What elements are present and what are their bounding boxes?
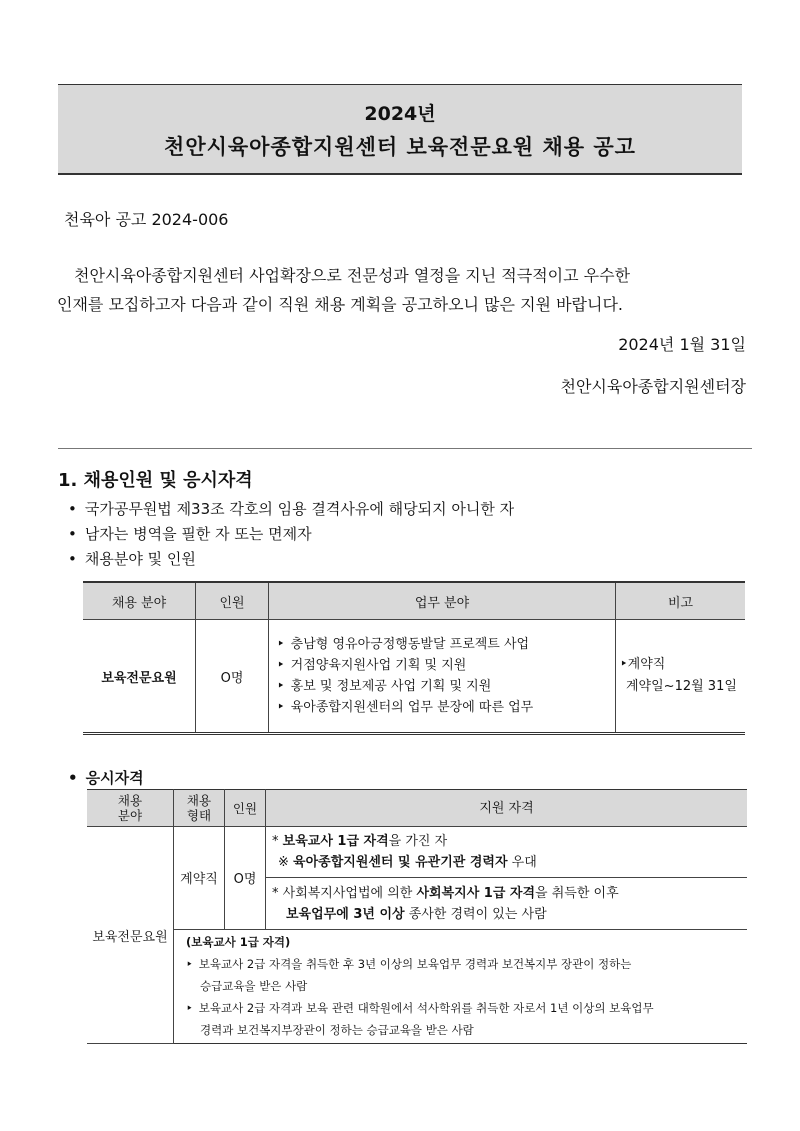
table-header: 인원 [196,582,269,620]
announce-date: 2024년 1월 31일 [618,335,746,354]
qual-line: * 사회복지사업법에 의한 사회복지사 1급 자격을 취득한 이후 [272,885,619,901]
qual-line: ※ 육아종합지원센터 및 유관기관 경력자 우대 [278,855,537,871]
table-row [87,827,747,878]
bullet-item: • 국가공무원법 제33조 각호의 임용 결격사유에 해당되지 아니한 자 [68,498,514,519]
table-header-row [87,790,747,827]
duty-item: ‣ 육아종합지원센터의 업무 분장에 따른 업무 [269,697,615,718]
duty-item: ‣ 거점양육지원사업 기획 및 지원 [269,655,615,676]
divider [58,448,752,449]
table-header-row [83,582,745,620]
header-line: 채용 [117,793,143,808]
issuer: 천안시육아종합지원센터장 [560,377,746,396]
duties-cell [269,620,616,734]
intro-line-2: 인재를 모집하고자 다음과 같이 직원 채용 계획을 공고하오니 많은 지원 바랍니다. [57,295,623,314]
extra-heading: (보육교사 1급 자격) [186,935,291,950]
table-header: 지원 자격 [266,790,748,827]
field-cell: 보육전문요원 [83,620,196,734]
page-title: 천안시육아종합지원센터 보육전문요원 채용 공고 [164,135,636,159]
note-cell [616,620,746,734]
table-row [87,929,747,1043]
intro-line-1: 천안시육아종합지원센터 사업확장으로 전문성과 열정을 지닌 적극적이고 우수한 [74,266,631,285]
qualification-table [87,789,747,1044]
table-header [174,790,225,827]
title-year: 2024년 [364,103,436,125]
table-row [83,620,745,734]
header-line: 채용 [186,793,212,808]
extra-qual-cell [174,929,748,1043]
bullet-item: • 채용분야 및 인원 [68,548,196,569]
header-line: 형태 [186,808,212,823]
qual-line: 보육업무에 3년 이상 종사한 경력이 있는 사람 [286,906,547,922]
recruit-table [83,581,745,735]
qualification-heading: • 응시자격 [68,767,144,788]
note-line: ‣계약직 [620,657,666,672]
duty-item: ‣ 홍보 및 정보제공 사업 기획 및 지원 [269,676,615,697]
extra-item: ‣ 보육교사 2급 자격과 보육 관련 대학원에서 석사학위를 취득한 자로서 1년 이상의 보육업무 [186,1001,654,1016]
title-box [58,84,742,175]
notice-number: 천육아 공고 2024-006 [64,210,229,229]
bullet-item: • 남자는 병역을 필한 자 또는 면제자 [68,523,312,544]
extra-item-cont: 승급교육을 받은 사람 [200,979,308,994]
field-cell: 보육전문요원 [87,827,174,1044]
extra-item-cont: 경력과 보건복지부장관이 정하는 승급교육을 받은 사람 [200,1023,474,1038]
table-header [87,790,174,827]
section-heading: 1. 채용인원 및 응시자격 [58,470,253,491]
duty-item: ‣ 충남형 영유아긍정행동발달 프로젝트 사업 [269,634,615,655]
count-cell: O명 [196,620,269,734]
table-header: 채용 분야 [83,582,196,620]
extra-item: ‣ 보육교사 2급 자격을 취득한 후 3년 이상의 보육업무 경력과 보건복지부 장관이 정하는 [186,957,632,972]
table-header: 인원 [225,790,266,827]
qual-cell [266,827,748,878]
qual-cell [266,878,748,929]
count-cell: O명 [225,827,266,930]
table-header: 비고 [616,582,746,620]
table-header: 업무 분야 [269,582,616,620]
note-line: 계약일~12월 31일 [626,679,737,694]
type-cell: 계약직 [174,827,225,930]
qual-line: * 보육교사 1급 자격을 가진 자 [272,834,448,850]
header-line: 분야 [117,808,143,823]
